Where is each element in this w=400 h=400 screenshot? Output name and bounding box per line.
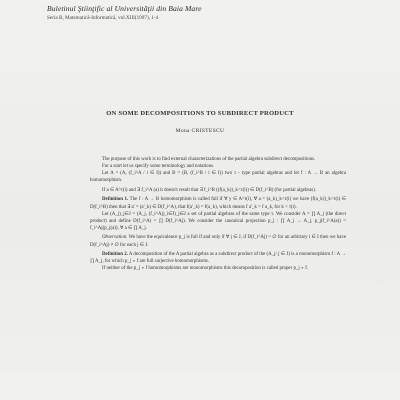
journal-name: Buletinul Ştiinţific al Universităţii din Baia Mare — [47, 4, 202, 13]
paper-title: ON SOME DECOMPOSITIONS TO SUBDIRECT PRODUCT — [106, 110, 294, 117]
definition-2 — [90, 251, 346, 265]
definition-1 — [90, 196, 346, 210]
observation — [90, 234, 346, 248]
observation-label: Observation. — [102, 235, 128, 241]
paragraph-algebras: Let A = (A, (f_i^A / i ∈ I)) and B = (B, (f_i^B / i ∈ I)) two τ - type partial algebras and let f : A → B an algebra homomorphism. — [90, 171, 346, 184]
paragraph-proper: If neither of the p_j ∘ f homomorphisms are monomorphisms this decomposition is called proper p_j ∘ f. — [102, 266, 309, 272]
paragraph-partial-note: If a ∈ A^τ(i) and ∃ f_i^A (a) it doesn't result that ∃ f_i^B ((f(a_k))_k<τ(i)) ∈ D(f_i^B) (for partial algebras). — [102, 187, 316, 193]
paper-author: Mona CRISTESCU — [175, 128, 225, 134]
definition-1-text: The f : A → B homomorphism is called full if ∀ y ∈ A^τ(i), ∀ a = (a_k)_k<τ(i) we have (f(a_k))_k<τ(i) ∈ D(f_i^B) then that ∃ a' = (a'_k) ∈ D(f_i^A), that f(a'_k) = f(a_k), which means f a'_k = f a_k, for k < τ(i). — [90, 197, 346, 210]
journal-header — [47, 4, 202, 22]
definition-2-text: A decomposition of the A partial algebra as a subdirect product of the (A_j/ j ∈ J) is a monomorphism f : A → ∏ A_j, for which p_j ∘ f are full surjective homomorphisms. — [90, 252, 347, 265]
definition-1-label: Definition 1. — [102, 197, 129, 203]
paragraph-direct-product: Let (A_j)_j∈J = (A_j, (f_i^Aj)_i∈I)_j∈J a set of partial algebras of the same type τ. We consider A = ∏ A_j (the direct product) and define D(f_i^A) = ∏ D(f_i^Aj). We consider the canonical projection p_j : ∏ A_j → A_j, p_j(f_i^A(a)) = f_i^Aj(p_j(a)), ∀ a ∈ ∏ A_j. — [90, 211, 346, 231]
paragraph-terminology: For a start let us specify some terminology and notations. — [102, 164, 215, 170]
journal-series: Seria B, Matematică-Informatică, vol.XIII(1997), 1-4 — [47, 15, 159, 21]
observation-text: We have the equivalence p_j is full if and only if ∀ j ∈ J, if D(f_i^Aj) = ∅ for an arbitrary i ∈ I then we have D(f_i^Aj) ≠ ∅ for each j ∈ J. — [90, 235, 346, 248]
definition-2-label: Definition 2. — [102, 252, 128, 258]
paragraph-purpose: The purpose of this work is to find external characterizations of the partial algebra subdirect decompositions. — [102, 157, 316, 162]
paper-body — [90, 156, 346, 272]
